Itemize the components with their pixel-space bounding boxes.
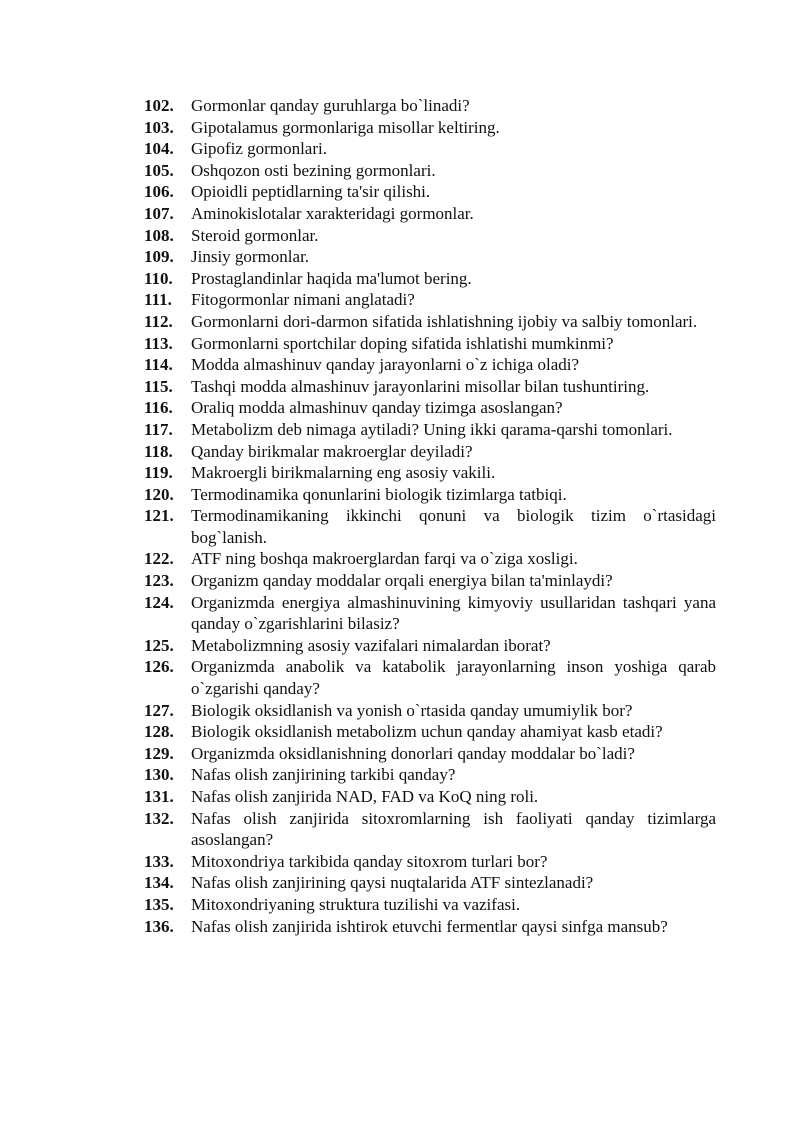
question-text: Organizm qanday moddalar orqali energiya bilan ta'minlaydi? — [191, 571, 613, 591]
question-number: 136. — [144, 916, 174, 936]
question-number: 133. — [144, 851, 174, 871]
list-item — [144, 225, 716, 247]
question-number: 114. — [144, 355, 173, 375]
question-number: 128. — [144, 722, 174, 742]
list-item — [144, 160, 716, 182]
question-number: 115. — [144, 376, 173, 396]
question-number: 113. — [144, 333, 173, 353]
question-number: 120. — [144, 484, 174, 504]
question-number: 123. — [144, 571, 174, 591]
question-number: 122. — [144, 549, 174, 569]
question-number: 102. — [144, 96, 174, 115]
question-text: Qanday birikmalar makroerglar deyiladi? — [191, 441, 473, 461]
question-number: 125. — [144, 635, 174, 655]
question-text: Nafas olish zanjirida NAD, FAD va KoQ ning roli. — [191, 787, 539, 806]
list-item — [144, 484, 716, 506]
question-text: Nafas olish zanjirining tarkibi qanday? — [191, 765, 456, 785]
question-number: 103. — [144, 117, 174, 137]
question-number: 117. — [144, 419, 173, 439]
list-item — [144, 441, 716, 463]
question-text: Makroergli birikmalarning eng asosiy vakili. — [191, 463, 496, 483]
question-text: Organizmda energiya almashinuvining kimyoviy usullaridan tashqari yana qanday o`zgarishlarini bilasiz? — [191, 592, 716, 634]
list-item — [144, 462, 716, 484]
question-text: Oraliq modda almashinuv qanday tizimga asoslangan? — [191, 398, 563, 418]
question-number: 107. — [144, 203, 174, 223]
list-item — [144, 203, 716, 225]
list-item — [144, 333, 716, 355]
question-text: Nafas olish zanjirining qaysi nuqtalarida ATF sintezlanadi? — [191, 873, 594, 893]
list-item — [144, 894, 716, 916]
question-text: Termodinamika qonunlarini biologik tizimlarga tatbiqi. — [191, 484, 567, 504]
list-item — [144, 95, 716, 117]
question-number: 108. — [144, 225, 174, 245]
question-text: Organizmda anabolik va katabolik jarayonlarning inson yoshiga qarab o`zgarishi qanday? — [191, 657, 716, 699]
list-item — [144, 808, 716, 851]
question-text: Prostaglandinlar haqida ma'lumot bering. — [191, 268, 472, 288]
question-number: 134. — [144, 873, 174, 893]
question-number: 121. — [144, 506, 174, 526]
list-item — [144, 505, 716, 548]
list-item — [144, 354, 716, 376]
question-text: Metabolizm deb nimaga aytiladi? Uning ikki qarama-qarshi tomonlari. — [191, 419, 673, 439]
question-text: Gormonlarni sportchilar doping sifatida ishlatishi mumkinmi? — [191, 333, 614, 353]
question-text: Biologik oksidlanish va yonish o`rtasida qanday umumiylik bor? — [191, 700, 633, 720]
question-text: Biologik oksidlanish metabolizm uchun qanday ahamiyat kasb etadi? — [191, 722, 663, 742]
question-text: Opioidli peptidlarning ta'sir qilishi. — [191, 182, 431, 202]
question-text: Gipofiz gormonlari. — [191, 139, 327, 159]
question-text: Gormonlar qanday guruhlarga bo`linadi? — [191, 96, 470, 115]
question-text: ATF ning boshqa makroerglardan farqi va o`ziga xosligi. — [191, 549, 578, 569]
question-text: Aminokislotalar xarakteridagi gormonlar. — [191, 203, 474, 223]
question-number: 105. — [144, 160, 174, 180]
question-number: 119. — [144, 463, 173, 483]
list-item — [144, 246, 716, 268]
question-text: Mitoxondriyaning struktura tuzilishi va vazifasi. — [191, 894, 521, 914]
question-number: 127. — [144, 700, 174, 720]
question-number: 116. — [144, 398, 173, 418]
list-item — [144, 311, 716, 333]
question-number: 118. — [144, 441, 173, 461]
question-text: Fitogormonlar nimani anglatadi? — [191, 290, 415, 310]
question-text: Tashqi modda almashinuv jarayonlarini misollar bilan tushuntiring. — [191, 376, 650, 396]
list-item — [144, 289, 716, 311]
list-item — [144, 548, 716, 570]
question-text: Mitoxondriya tarkibida qanday sitoxrom turlari bor? — [191, 851, 548, 871]
question-text: Jinsiy gormonlar. — [191, 247, 310, 267]
question-number: 132. — [144, 808, 174, 828]
question-text: Oshqozon osti bezining gormonlari. — [191, 160, 436, 180]
list-item — [144, 138, 716, 160]
list-item — [144, 656, 716, 699]
list-item — [144, 635, 716, 657]
list-item — [144, 117, 716, 139]
list-item — [144, 764, 716, 786]
question-list — [144, 95, 716, 937]
question-number: 129. — [144, 743, 174, 763]
question-text: Metabolizmning asosiy vazifalari nimalardan iborat? — [191, 635, 551, 655]
question-number: 112. — [144, 311, 173, 331]
question-text: Steroid gormonlar. — [191, 225, 319, 245]
question-number: 126. — [144, 657, 174, 677]
question-text: Gormonlarni dori-darmon sifatida ishlatishning ijobiy va salbiy tomonlari. — [191, 311, 698, 331]
question-number: 110. — [144, 268, 173, 288]
list-item — [144, 786, 716, 808]
list-item — [144, 592, 716, 635]
question-number: 106. — [144, 182, 174, 202]
list-item — [144, 916, 716, 938]
list-item — [144, 397, 716, 419]
list-item — [144, 743, 716, 765]
list-item — [144, 721, 716, 743]
question-number: 135. — [144, 894, 174, 914]
question-text: Modda almashinuv qanday jarayonlarni o`z ichiga oladi? — [191, 355, 580, 375]
question-text: Nafas olish zanjirida ishtirok etuvchi fermentlar qaysi sinfga mansub? — [191, 916, 668, 936]
question-number: 124. — [144, 592, 174, 612]
question-number: 111. — [144, 290, 172, 310]
list-item — [144, 376, 716, 398]
question-text: Termodinamikaning ikkinchi qonuni va biologik tizim o`rtasidagi bog`lanish. — [191, 506, 716, 547]
list-item — [144, 700, 716, 722]
list-item — [144, 268, 716, 290]
list-item — [144, 872, 716, 894]
question-number: 131. — [144, 787, 174, 806]
question-text: Organizmda oksidlanishning donorlari qanday moddalar bo`ladi? — [191, 743, 635, 763]
question-text: Nafas olish zanjirida sitoxromlarning ish faoliyati qanday tizimlarga asoslangan? — [191, 808, 716, 850]
question-text: Gipotalamus gormonlariga misollar keltiring. — [191, 117, 500, 137]
question-number: 130. — [144, 765, 174, 785]
list-item — [144, 419, 716, 441]
list-item — [144, 570, 716, 592]
list-item — [144, 851, 716, 873]
question-number: 109. — [144, 247, 174, 267]
question-number: 104. — [144, 139, 174, 159]
list-item — [144, 181, 716, 203]
